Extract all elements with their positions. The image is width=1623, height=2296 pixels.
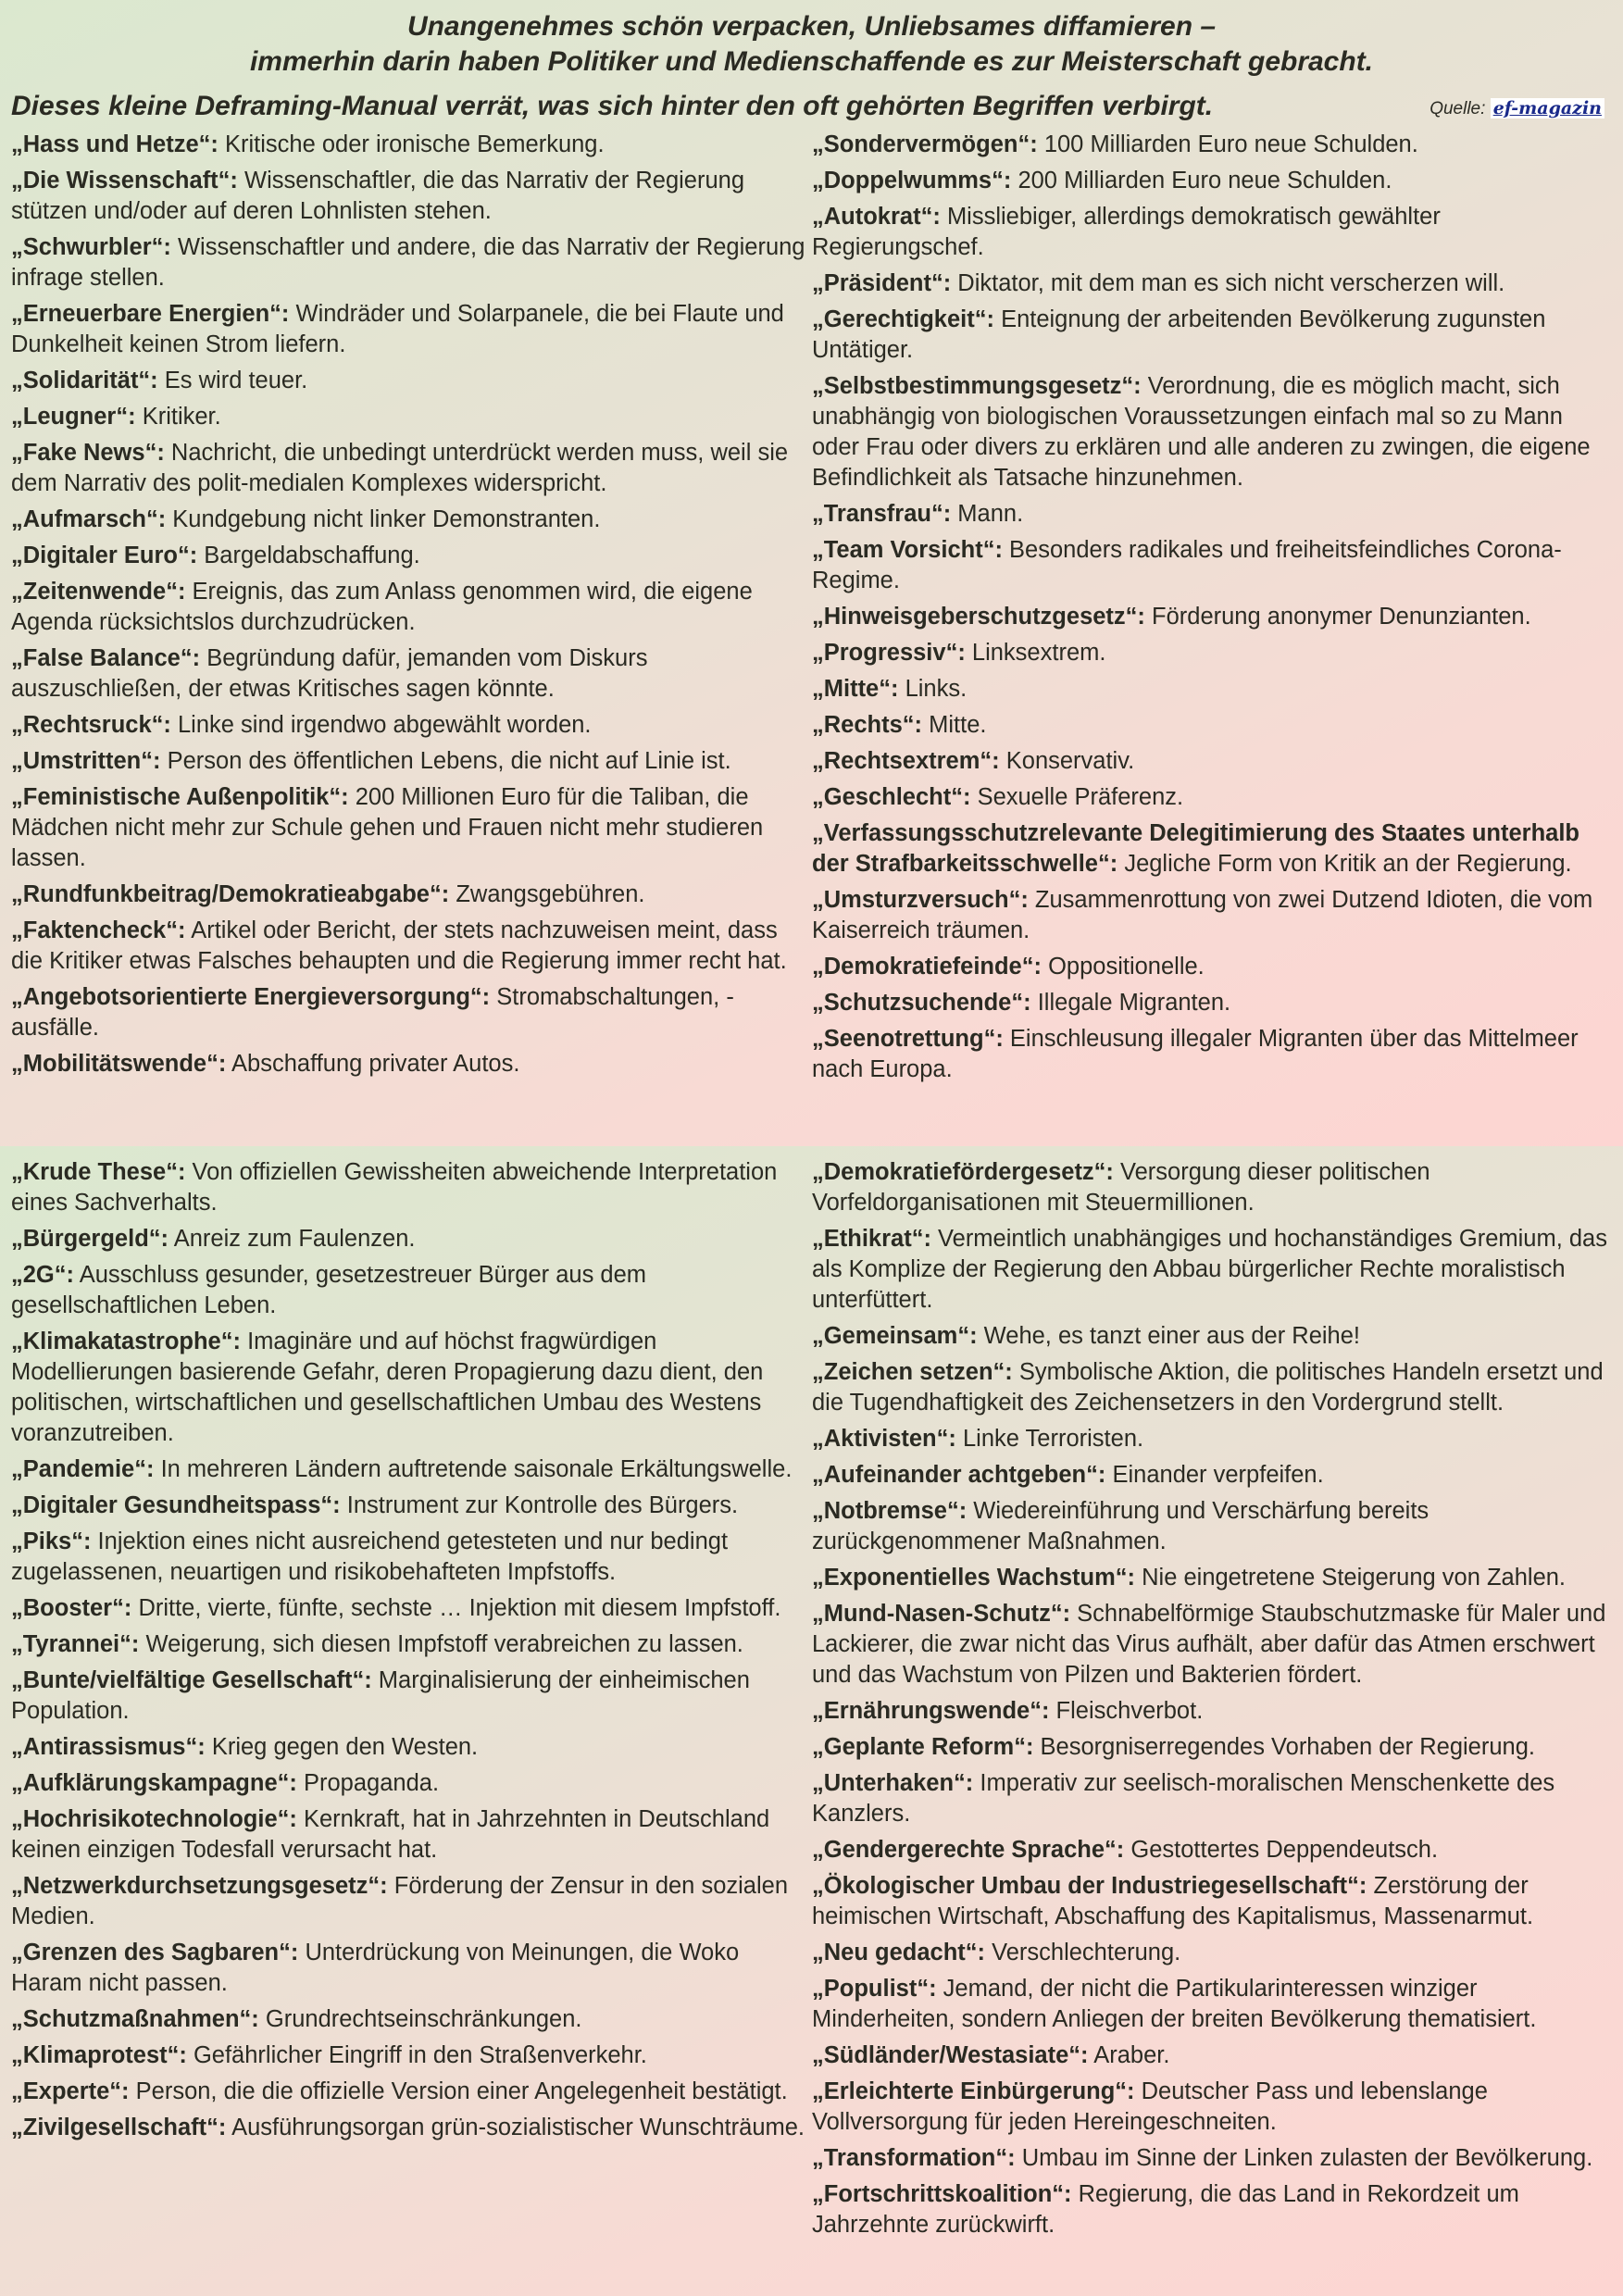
entry-definition: Versorgung dieser politischen Vorfeldorganisationen mit Steuermillionen. xyxy=(812,1159,1430,1216)
glossary-entry xyxy=(812,885,1616,946)
entry-term: „Mobilitätswende“: xyxy=(11,1051,227,1077)
glossary-entry xyxy=(812,1871,1616,1932)
entry-definition: Unterdrückung von Meinungen, die Woko Haram nicht passen. xyxy=(11,1940,740,1996)
entry-term: „Mitte“: xyxy=(812,676,899,702)
source xyxy=(1429,96,1604,121)
glossary-entry xyxy=(11,577,815,638)
entry-term: „Transfrau“: xyxy=(812,501,952,527)
glossary-entry xyxy=(11,1260,815,1321)
entry-definition: Bargeldabschaffung. xyxy=(204,543,420,568)
entry-term: „Demokratiefördergesetz“: xyxy=(812,1159,1114,1185)
entry-term: „Bürgergeld“: xyxy=(11,1226,169,1252)
entry-definition: Konservativ. xyxy=(1005,748,1135,774)
entry-term: „Rundfunkbeitrag/Demokratieabgabe“: xyxy=(11,881,450,907)
glossary-entry xyxy=(812,202,1616,263)
entry-term: „Antirassismus“: xyxy=(11,1734,206,1760)
entry-term: „Selbstbestimmungsgesetz“: xyxy=(812,373,1142,399)
entry-definition: Person, die die offizielle Version einer Angelegenheit bestätigt. xyxy=(135,2078,788,2104)
glossary-entry xyxy=(11,438,815,499)
glossary-entry xyxy=(11,643,815,705)
entry-definition: Linke sind irgendwo abgewählt worden. xyxy=(177,712,592,738)
entry-definition: Links. xyxy=(905,676,968,702)
entry-term: „Ernährungswende“: xyxy=(812,1698,1050,1724)
entry-definition: Nie eingetretene Steigerung von Zahlen. xyxy=(1142,1565,1567,1591)
entry-definition: Fleischverbot. xyxy=(1055,1698,1204,1724)
entry-definition: Es wird teuer. xyxy=(164,368,308,393)
entry-definition: Dritte, vierte, fünfte, sechste … Injektion mit diesem Impfstoff. xyxy=(138,1595,781,1621)
entry-definition: Ereignis, das zum Anlass genommen wird, die eigene Agenda rücksichtslos durchzudrücken. xyxy=(11,579,753,635)
entry-term: „Krude These“: xyxy=(11,1159,186,1185)
entry-term: „Progressiv“: xyxy=(812,640,966,666)
glossary-entry xyxy=(11,1768,815,1799)
glossary-entry xyxy=(11,1157,815,1218)
glossary-entry xyxy=(812,268,1616,299)
entry-definition: Gestottertes Deppendeutsch. xyxy=(1130,1837,1439,1863)
glossary-entry xyxy=(812,1424,1616,1454)
glossary-entry xyxy=(11,505,815,535)
entry-definition: Injektion eines nicht ausreichend getesteten und nur bedingt zugelassenen, neuartigen und risikobehafteten Impfstoffs. xyxy=(11,1529,729,1585)
entry-term: „Schwurbler“: xyxy=(11,234,171,260)
glossary-entry xyxy=(11,1629,815,1660)
glossary-entry xyxy=(11,710,815,741)
entry-term: „Team Vorsicht“: xyxy=(812,537,1003,563)
glossary-entry xyxy=(812,1563,1616,1593)
glossary-entry xyxy=(11,1224,815,1254)
entry-term: „Digitaler Euro“: xyxy=(11,543,198,568)
glossary-entry xyxy=(812,2077,1616,2138)
glossary-entry xyxy=(11,746,815,777)
entry-term: „Digitaler Gesundheitspass“: xyxy=(11,1492,341,1518)
header xyxy=(0,9,1623,80)
entry-definition: Propaganda. xyxy=(303,1770,440,1796)
entry-definition: Schnabelförmige Staubschutzmaske für Maler und Lackierer, die zwar nicht das Virus aufhält, aber dafür das Atmen erschwert und das Wachstum von Pilzen und Bakterien fördert. xyxy=(812,1601,1606,1688)
entry-definition: Von offiziellen Gewissheiten abweichende Interpretation eines Sachverhalts. xyxy=(11,1159,778,1216)
entry-term: „Schutzmaßnahmen“: xyxy=(11,2006,259,2032)
glossary-entry xyxy=(812,602,1616,632)
entry-definition: Ausführungsorgan grün-sozialistischer Wunschträume. xyxy=(231,2115,805,2140)
column-top-left xyxy=(11,130,815,1085)
glossary-entry xyxy=(812,166,1616,196)
column-bottom-left xyxy=(11,1157,815,2149)
entry-term: „Populist“: xyxy=(812,1976,937,2002)
entry-definition: Kernkraft, hat in Jahrzehnten in Deutschland keinen einzigen Todesfall verursacht hat. xyxy=(11,1806,770,1863)
title-line-2: immerhin darin haben Politiker und Medienschaffende es zur Meisterschaft gebracht. xyxy=(249,46,1374,77)
entry-term: „Gemeinsam“: xyxy=(812,1323,978,1349)
entry-definition: In mehreren Ländern auftretende saisonale Erkältungswelle. xyxy=(160,1456,793,1482)
entry-term: „Zeichen setzen“: xyxy=(812,1359,1013,1385)
glossary-entry xyxy=(812,988,1616,1018)
glossary-entry xyxy=(812,1321,1616,1352)
entry-term: „Autokrat“: xyxy=(812,204,941,230)
entry-definition: Kritische oder ironische Bemerkung. xyxy=(224,131,605,157)
entry-term: „Notbremse“: xyxy=(812,1498,968,1524)
entry-definition: Oppositionelle. xyxy=(1048,954,1205,980)
entry-definition: Begründung dafür, jemanden vom Diskurs auszuschließen, der etwas Kritisches sagen könnte. xyxy=(11,645,648,702)
glossary-entry xyxy=(11,880,815,910)
glossary-entry xyxy=(11,299,815,360)
entry-term: „Verfassungsschutzrelevante Delegitimierung des Staates unterhalb der Strafbarkeitsschwelle“: xyxy=(812,820,1580,877)
glossary-entry xyxy=(11,130,815,160)
glossary-entry xyxy=(11,366,815,396)
entry-definition: Gefährlicher Eingriff in den Straßenverkehr. xyxy=(193,2042,647,2068)
entry-definition: Zerstörung der heimischen Wirtschaft, Abschaffung des Kapitalismus, Massenarmut. xyxy=(812,1873,1534,1929)
entry-definition: Zusammenrottung von zwei Dutzend Idioten, die vom Kaiserreich träumen. xyxy=(812,887,1593,943)
entry-term: „Bunte/vielfältige Gesellschaft“: xyxy=(11,1667,372,1693)
glossary-entry xyxy=(812,782,1616,813)
entry-definition: Wehe, es tanzt einer aus der Reihe! xyxy=(983,1323,1361,1349)
entry-term: „Hochrisikotechnologie“: xyxy=(11,1806,297,1832)
entry-term: „Hinweisgeberschutzgesetz“: xyxy=(812,604,1145,630)
entry-definition: Mitte. xyxy=(929,712,987,738)
glossary-entry xyxy=(11,1527,815,1588)
entry-term: „Fake News“: xyxy=(11,440,165,466)
entry-definition: Einander verpfeifen. xyxy=(1112,1462,1324,1488)
glossary-entry xyxy=(812,1599,1616,1691)
entry-definition: Symbolische Aktion, die politisches Handeln ersetzt und die Tugendhaftigkeit des Zeichensetzers in den Vordergrund stellt. xyxy=(812,1359,1604,1416)
entry-term: „Tyrannei“: xyxy=(11,1631,140,1657)
entry-term: „Mund-Nasen-Schutz“: xyxy=(812,1601,1071,1627)
entry-term: „Südländer/Westasiate“: xyxy=(812,2042,1089,2068)
entry-term: „Zeitenwende“: xyxy=(11,579,186,605)
entry-definition: Ausschluss gesunder, gesetzestreuer Bürger aus dem gesellschaftlichen Leben. xyxy=(11,1262,647,1318)
entry-definition: Imperativ zur seelisch-moralischen Menschenkette des Kanzlers. xyxy=(812,1770,1555,1827)
glossary-entry xyxy=(812,499,1616,530)
glossary-entry xyxy=(11,2113,815,2143)
column-top-right xyxy=(812,130,1616,1091)
entry-term: „Exponentielles Wachstum“: xyxy=(812,1565,1136,1591)
glossary-entry xyxy=(812,746,1616,777)
entry-term: „Grenzen des Sagbaren“: xyxy=(11,1940,299,1965)
entry-term: „Ethikrat“: xyxy=(812,1226,931,1252)
entry-definition: 200 Milliarden Euro neue Schulden. xyxy=(1017,168,1392,193)
entry-definition: Artikel oder Bericht, der stets nachzuweisen meint, dass die Kritiker etwas Falsches behaupten und die Regierung immer recht hat. xyxy=(11,917,787,974)
glossary-entry xyxy=(812,818,1616,880)
glossary-entry xyxy=(11,402,815,432)
entry-term: „Rechtsextrem“: xyxy=(812,748,1000,774)
entry-term: „Präsident“: xyxy=(812,270,952,296)
entry-term: „2G“: xyxy=(11,1262,75,1288)
entry-term: „Pandemie“: xyxy=(11,1456,155,1482)
entry-term: „Neu gedacht“: xyxy=(812,1940,986,1965)
glossary-entry xyxy=(11,1732,815,1763)
glossary-entry xyxy=(11,1491,815,1521)
glossary-entry xyxy=(11,541,815,571)
entry-definition: Kritiker. xyxy=(142,404,221,430)
glossary-entry xyxy=(812,1157,1616,1218)
glossary-entry xyxy=(812,371,1616,493)
glossary-entry xyxy=(812,710,1616,741)
glossary-entry xyxy=(812,2179,1616,2240)
entry-definition: Besonders radikales und freiheitsfeindliches Corona-Regime. xyxy=(812,537,1562,593)
entry-term: „Hass und Hetze“: xyxy=(11,131,218,157)
entry-term: „False Balance“: xyxy=(11,645,201,671)
glossary-entry xyxy=(11,166,815,227)
entry-definition: Mann. xyxy=(957,501,1024,527)
glossary-entry xyxy=(812,305,1616,366)
entry-term: „Booster“: xyxy=(11,1595,132,1621)
entry-term: „Netzwerkdurchsetzungsgesetz“: xyxy=(11,1873,388,1899)
glossary-entry xyxy=(812,1732,1616,1763)
entry-definition: Umbau im Sinne der Linken zulasten der Bevölkerung. xyxy=(1021,2145,1593,2171)
glossary-entry xyxy=(11,982,815,1043)
entry-term: „Schutzsuchende“: xyxy=(812,990,1031,1016)
glossary-entry xyxy=(812,535,1616,596)
entry-definition: Diktator, mit dem man es sich nicht verscherzen will. xyxy=(957,270,1505,296)
entry-definition: Sexuelle Präferenz. xyxy=(977,784,1184,810)
entry-term: „Seenotrettung“: xyxy=(812,1026,1004,1052)
subtitle: Dieses kleine Deframing-Manual verrät, was sich hinter den oft gehörten Begriffen verbirgt. xyxy=(11,91,1214,121)
entry-definition: Jegliche Form von Kritik an der Regierung. xyxy=(1124,851,1572,877)
glossary-entry xyxy=(812,674,1616,705)
entry-definition: Einschleusung illegaler Migranten über das Mittelmeer nach Europa. xyxy=(812,1026,1579,1082)
entry-term: „Erneuerbare Energien“: xyxy=(11,301,290,327)
entry-definition: Förderung anonymer Denunzianten. xyxy=(1152,604,1531,630)
glossary-entry xyxy=(11,1454,815,1485)
glossary-entry xyxy=(11,1938,815,1999)
entry-term: „Transformation“: xyxy=(812,2145,1016,2171)
entry-definition: Wissenschaftler, die das Narrativ der Regierung stützen und/oder auf deren Lohnlisten stehen. xyxy=(11,168,745,224)
glossary-entry xyxy=(11,1049,815,1079)
entry-term: „Faktencheck“: xyxy=(11,917,186,943)
source-label: Quelle: xyxy=(1429,99,1486,119)
entry-term: „Gendergerechte Sprache“: xyxy=(812,1837,1125,1863)
entry-term: „Klimaprotest“: xyxy=(11,2042,187,2068)
entry-term: „Erleichterte Einbürgerung“: xyxy=(812,2078,1135,2104)
glossary-entry xyxy=(812,638,1616,668)
entry-term: „Die Wissenschaft“: xyxy=(11,168,238,193)
entry-definition: Grundrechtseinschränkungen. xyxy=(265,2006,582,2032)
glossary-entry xyxy=(11,1593,815,1624)
entry-definition: Instrument zur Kontrolle des Bürgers. xyxy=(346,1492,739,1518)
entry-definition: Missliebiger, allerdings demokratisch gewählter Regierungschef. xyxy=(812,204,1441,260)
entry-term: „Unterhaken“: xyxy=(812,1770,974,1796)
glossary-entry xyxy=(11,782,815,874)
entry-definition: Weigerung, sich diesen Impfstoff verabreichen zu lassen. xyxy=(145,1631,743,1657)
entry-term: „Fortschrittskoalition“: xyxy=(812,2181,1072,2207)
glossary-entry xyxy=(812,1224,1616,1316)
entry-term: „Rechtsruck“: xyxy=(11,712,171,738)
glossary-entry xyxy=(11,1666,815,1727)
entry-definition: Enteignung der arbeitenden Bevölkerung zugunsten Untätiger. xyxy=(812,306,1546,363)
glossary-entry xyxy=(11,1804,815,1866)
glossary-entry xyxy=(812,1024,1616,1085)
glossary-entry xyxy=(812,1974,1616,2035)
entry-definition: Krieg gegen den Westen. xyxy=(211,1734,479,1760)
entry-definition: Stromabschaltungen, -ausfälle. xyxy=(11,984,734,1041)
entry-term: „Aktivisten“: xyxy=(812,1426,956,1452)
entry-term: „Aufklärungskampagne“: xyxy=(11,1770,297,1796)
entry-term: „Umstritten“: xyxy=(11,748,161,774)
glossary-entry xyxy=(812,952,1616,982)
entry-term: „Zivilgesellschaft“: xyxy=(11,2115,227,2140)
entry-term: „Sondervermögen“: xyxy=(812,131,1038,157)
entry-definition: Jemand, der nicht die Partikularinteressen winziger Minderheiten, sondern Anliegen der breiten Bevölkerung thematisiert. xyxy=(812,1976,1537,2032)
entry-definition: Regierung, die das Land in Rekordzeit um Jahrzehnte zurückwirft. xyxy=(812,2181,1519,2238)
entry-definition: Marginalisierung der einheimischen Population. xyxy=(11,1667,750,1724)
entry-definition: Besorgniserregendes Vorhaben der Regierung. xyxy=(1040,1734,1535,1760)
entry-definition: Wiedereinführung und Verschärfung bereits zurückgenommener Maßnahmen. xyxy=(812,1498,1429,1554)
title-line-1: Unangenehmes schön verpacken, Unliebsames diffamieren – xyxy=(406,11,1217,42)
glossary-entry xyxy=(812,1460,1616,1491)
entry-term: „Aufeinander achtgeben“: xyxy=(812,1462,1106,1488)
entry-definition: Vermeintlich unabhängiges und hochanständiges Gremium, das als Komplize der Regierung den Abbau bürgerlicher Rechte moralistisch unterfüttert. xyxy=(812,1226,1607,1313)
entry-definition: Zwangsgebühren. xyxy=(456,881,645,907)
entry-definition: 200 Millionen Euro für die Taliban, die Mädchen nicht mehr zur Schule gehen und Frauen nicht mehr studieren lassen. xyxy=(11,784,764,871)
entry-term: „Piks“: xyxy=(11,1529,92,1554)
entry-term: „Gerechtigkeit“: xyxy=(812,306,994,332)
glossary-entry xyxy=(11,2077,815,2107)
entry-definition: Windräder und Solarpanele, die bei Flaute und Dunkelheit keinen Strom liefern. xyxy=(11,301,784,357)
glossary-entry xyxy=(812,1357,1616,1418)
glossary-entry xyxy=(812,2143,1616,2174)
glossary-entry xyxy=(812,2040,1616,2071)
glossary-entry xyxy=(812,1696,1616,1727)
entry-definition: Nachricht, die unbedingt unterdrückt werden muss, weil sie dem Narrativ des polit-medialen Komplexes widerspricht. xyxy=(11,440,789,496)
entry-term: „Klimakatastrophe“: xyxy=(11,1329,241,1354)
entry-term: „Demokratiefeinde“: xyxy=(812,954,1042,980)
entry-definition: Illegale Migranten. xyxy=(1037,990,1231,1016)
entry-definition: Abschaffung privater Autos. xyxy=(231,1051,520,1077)
entry-definition: Förderung der Zensur in den sozialen Medien. xyxy=(11,1873,789,1929)
entry-term: „Ökologischer Umbau der Industriegesellschaft“: xyxy=(812,1873,1367,1899)
entry-definition: 100 Milliarden Euro neue Schulden. xyxy=(1043,131,1418,157)
glossary-entry xyxy=(812,1835,1616,1866)
entry-term: „Aufmarsch“: xyxy=(11,506,167,532)
glossary-entry xyxy=(812,1938,1616,1968)
entry-term: „Leugner“: xyxy=(11,404,136,430)
entry-definition: Araber. xyxy=(1093,2042,1170,2068)
entry-term: „Doppelwumms“: xyxy=(812,168,1012,193)
glossary-entry xyxy=(812,1768,1616,1829)
entry-definition: Person des öffentlichen Lebens, die nicht auf Linie ist. xyxy=(167,748,731,774)
entry-definition: Linke Terroristen. xyxy=(962,1426,1144,1452)
glossary-entry xyxy=(11,2040,815,2071)
glossary-entry xyxy=(11,232,815,293)
column-bottom-right xyxy=(812,1157,1616,2246)
entry-term: „Angebotsorientierte Energieversorgung“: xyxy=(11,984,491,1010)
glossary-entry xyxy=(11,2004,815,2035)
glossary-entry xyxy=(812,130,1616,160)
entry-definition: Verschlechterung. xyxy=(992,1940,1181,1965)
entry-term: „Geplante Reform“: xyxy=(812,1734,1034,1760)
glossary-entry xyxy=(11,1327,815,1449)
entry-term: „Rechts“: xyxy=(812,712,923,738)
entry-term: „Umsturzversuch“: xyxy=(812,887,1029,913)
glossary-entry xyxy=(11,1871,815,1932)
entry-term: „Experte“: xyxy=(11,2078,130,2104)
entry-term: „Solidarität“: xyxy=(11,368,158,393)
glossary-entry xyxy=(11,916,815,977)
entry-definition: Anreiz zum Faulenzen. xyxy=(173,1226,416,1252)
glossary-entry xyxy=(812,1496,1616,1557)
entry-definition: Kundgebung nicht linker Demonstranten. xyxy=(172,506,601,532)
entry-term: „Geschlecht“: xyxy=(812,784,971,810)
entry-definition: Linksextrem. xyxy=(971,640,1106,666)
entry-definition: Verordnung, die es möglich macht, sich unabhängig von biologischen Voraussetzungen einfach mal so zu Mann oder Frau oder divers zu erklären und alle anderen zu zwingen, die eigene Befindlichkeit als Tatsache hinzunehmen. xyxy=(812,373,1591,491)
entry-definition: Wissenschaftler und andere, die das Narrativ der Regierung infrage stellen. xyxy=(11,234,805,291)
entry-definition: Imaginäre und auf höchst fragwürdigen Modellierungen basierende Gefahr, deren Propagierung dazu dient, den politischen, wirtschaftlichen und gesellschaftlichen Umbau des Westens voranzutreiben. xyxy=(11,1329,764,1446)
entry-term: „Feministische Außenpolitik“: xyxy=(11,784,349,810)
source-link[interactable]: ef-magazin xyxy=(1491,98,1604,119)
entry-definition: Deutscher Pass und lebenslange Vollversorgung für jeden Hereingeschneiten. xyxy=(812,2078,1488,2135)
